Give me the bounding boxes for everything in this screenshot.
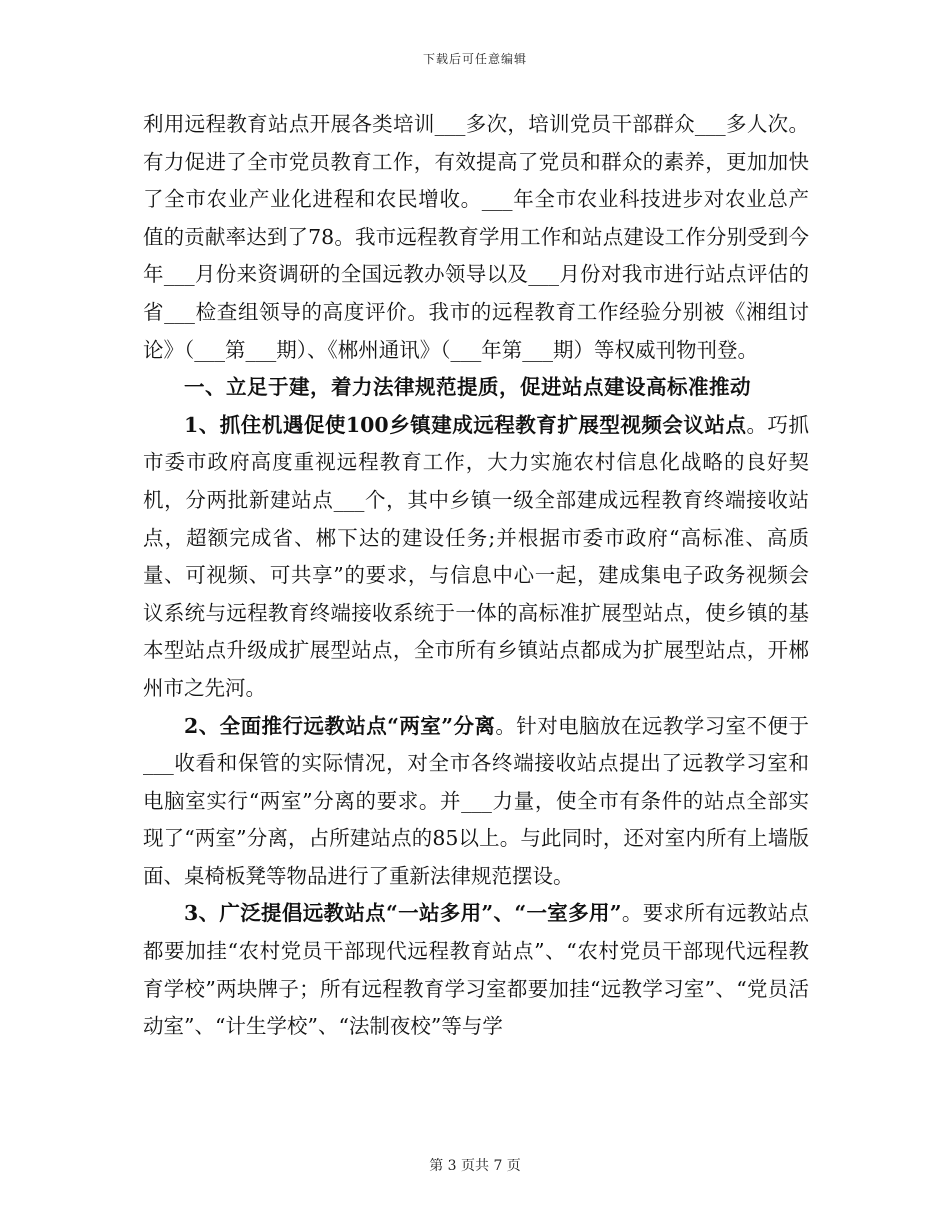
- paragraph-item-3: [143, 895, 809, 1045]
- item-1-title: 1、抓住机遇促使100乡镇建成远程教育扩展型视频会议站点: [184, 412, 747, 437]
- page-number: 第 3 页共 7 页: [429, 1158, 521, 1174]
- header-note: 下载后可任意编辑: [422, 52, 527, 66]
- item-1-body: 。巧抓市委市政府高度重视远程教育工作，大力实施农村信息化战略的良好契机，分两批新建站点___个，其中乡镇一级全部建成远程教育终端接收站点，超额完成省、郴下达的建设任务;并根据市委市政府“高标准、高质量、可视频、可共享”的要求，与信息中心一起，建成集电子政务视频会议系统与远程教育终端接收系统于一体的高标准扩展型站点，使乡镇的基本型站点升级成扩展型站点，全市所有乡镇站点都成为扩展型站点，开郴州市之先河。: [143, 412, 809, 700]
- item-3-title: 3、广泛提倡远教站点“一站多用”、“一室多用”: [184, 901, 622, 926]
- item-2-title: 2、全面推行远教站点“两室”分离: [184, 713, 496, 738]
- document-body: [143, 106, 809, 1046]
- section-heading: 一、立足于建，着力法律规范提质，促进站点建设高标准推动: [184, 375, 751, 400]
- item-3-body: 。要求所有远教站点都要加挂“农村党员干部现代远程教育站点”、“农村党员干部现代远程教育学校”两块牌子；所有远程教育学习室都要加挂“远教学习室”、“党员活动室”、“计生学校”、“法制夜校”等与学: [143, 901, 809, 1039]
- paragraph-item-2: [143, 708, 809, 896]
- paragraph-intro: 利用远程教育站点开展各类培训___多次，培训党员干部群众___多人次。有力促进了全市党员教育工作，有效提高了党员和群众的素养，更加加快了全市农业产业化进程和农民增收。___年全市农业科技进步对农业总产值的贡献率达到了78。我市远程教育学用工作和站点建设工作分别受到今年___月份来资调研的全国远教办领导以及___月份对我市进行站点评估的省___检查组领导的高度评价。我市的远程教育工作经验分别被《湘组讨论》（___第___期）、《郴州通讯》（___年第___期）等权威刊物刊登。: [143, 112, 809, 362]
- paragraph-item-1: [143, 407, 809, 708]
- item-2-body: 。针对电脑放在远教学习室不便于___收看和保管的实际情况，对全市各终端接收站点提出了远教学习室和电脑室实行“两室”分离的要求。并___力量，使全市有条件的站点全部实现了“两室”分离，占所建站点的85以上。与此同时，还对室内所有上墙版面、桌椅板凳等物品进行了重新法律规范摆设。: [143, 713, 809, 888]
